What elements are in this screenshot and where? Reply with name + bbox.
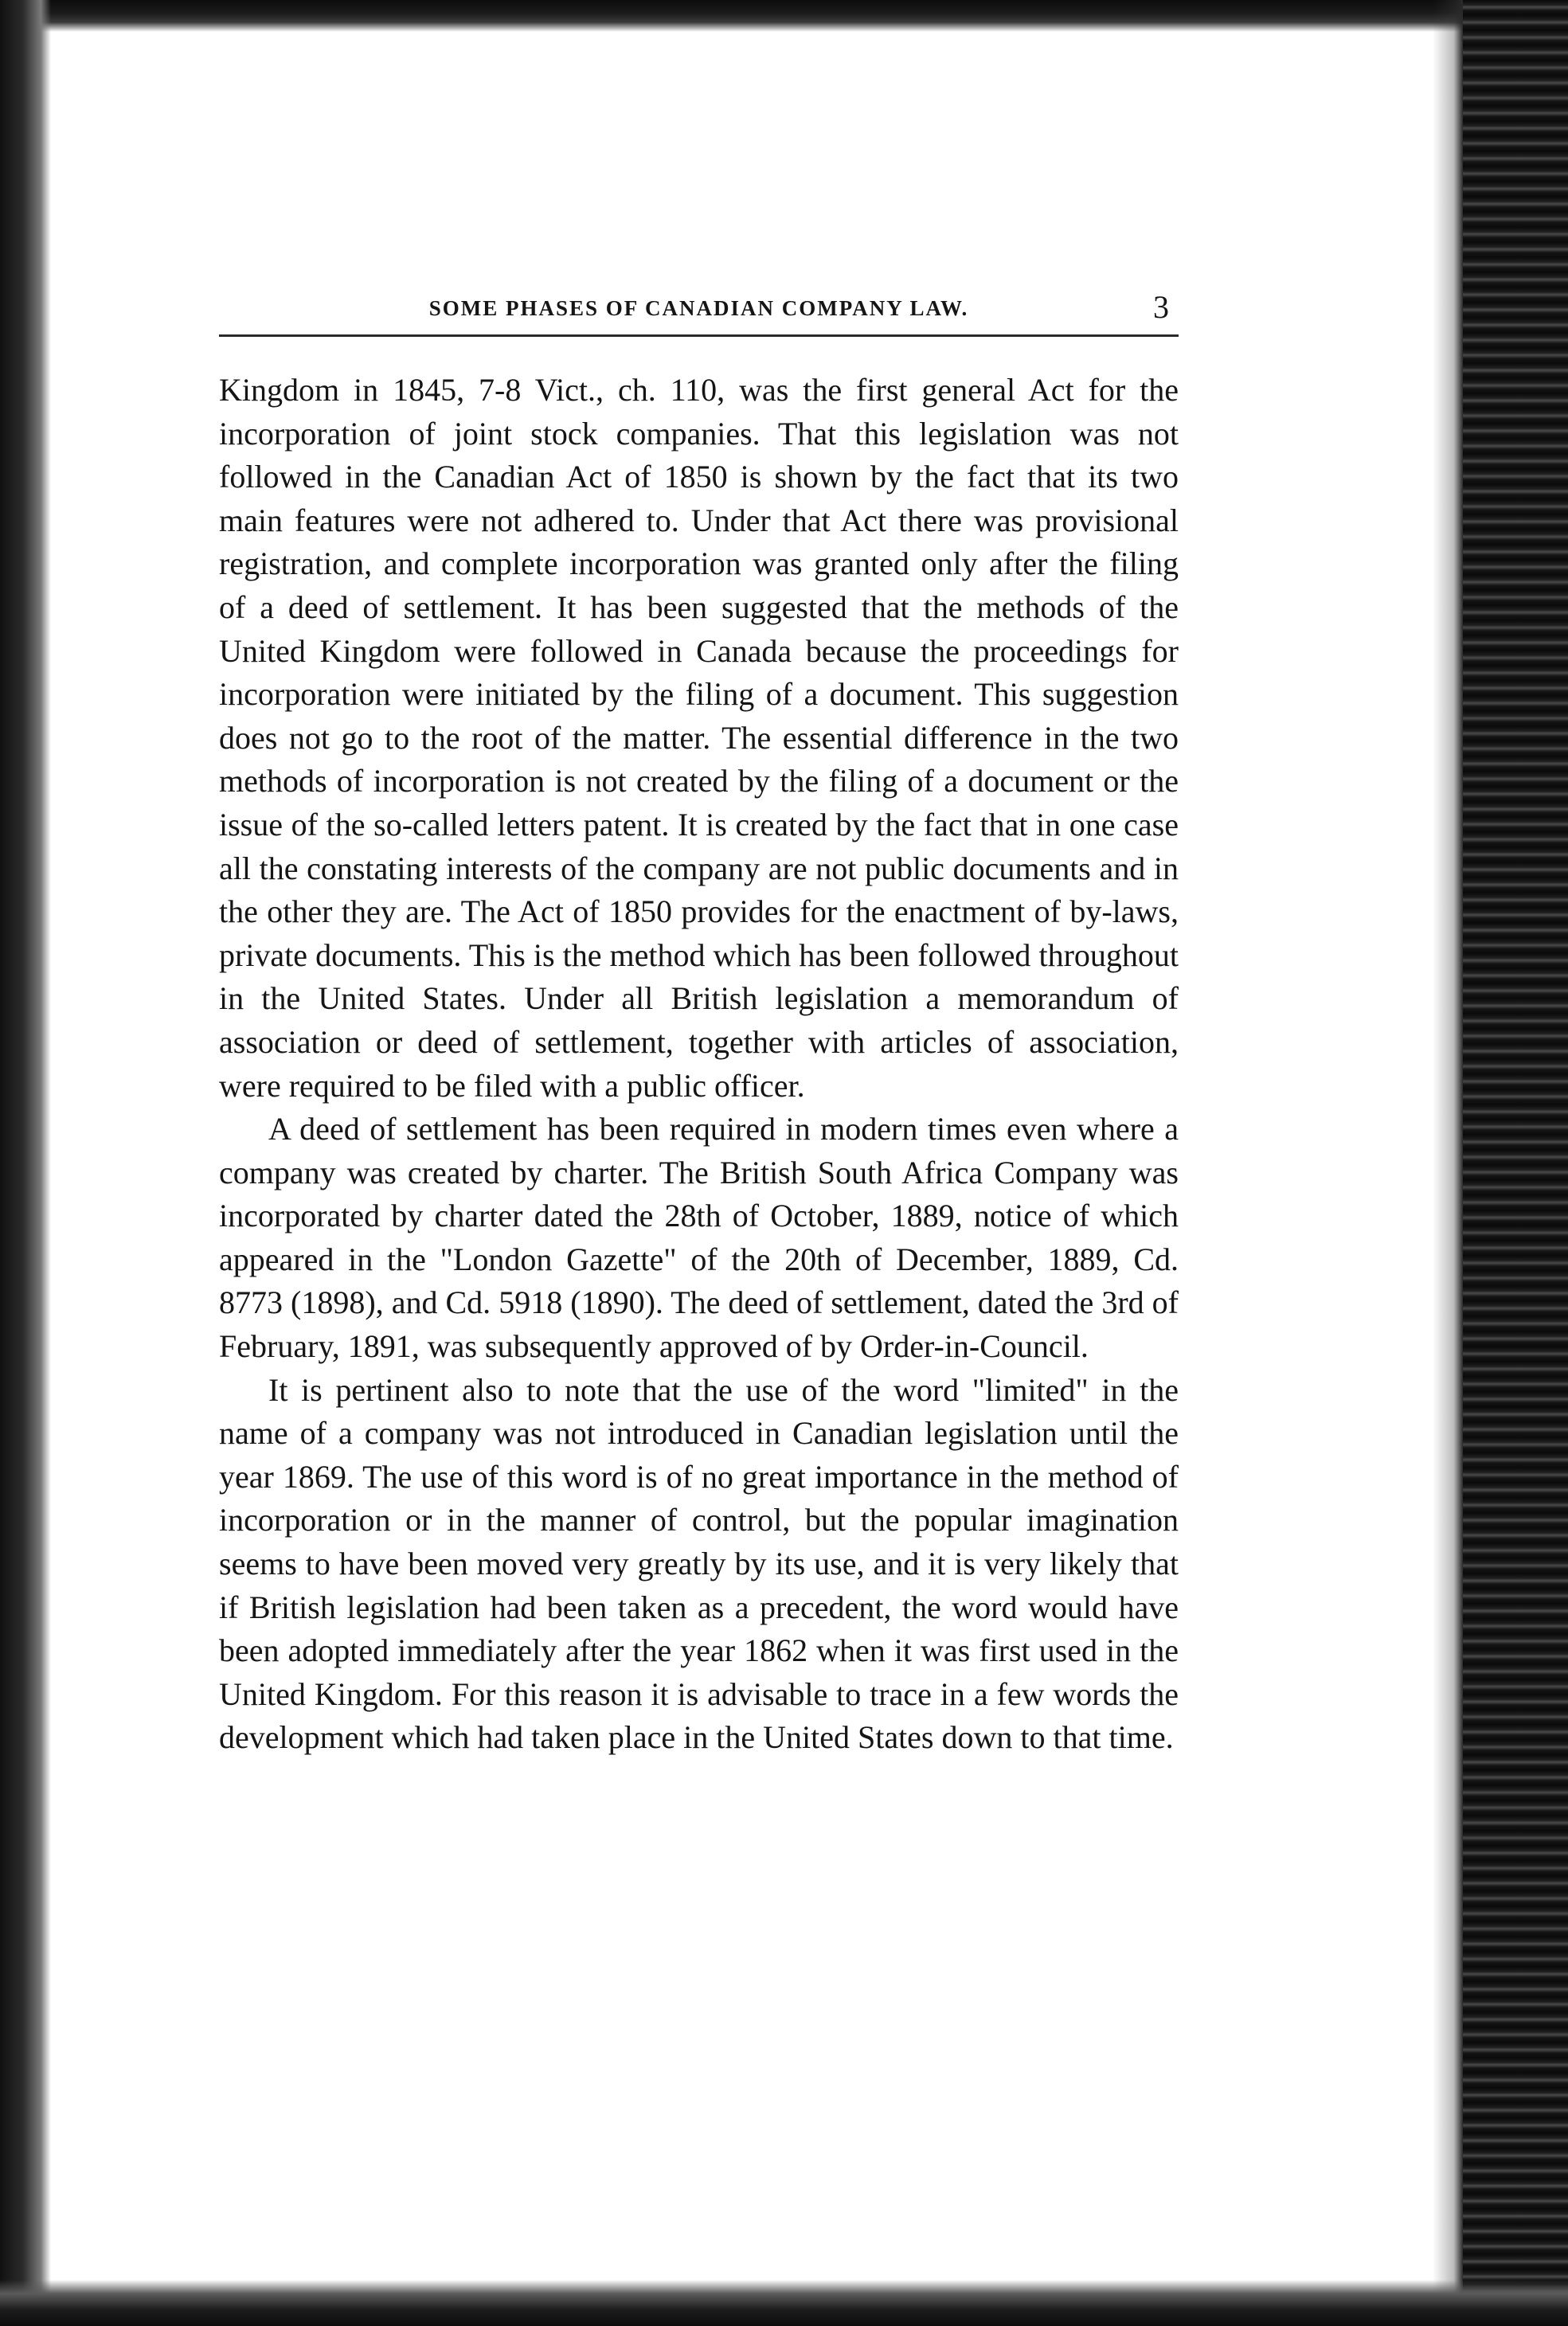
scan-left-border — [0, 0, 51, 2326]
scan-top-border — [0, 0, 1568, 32]
scan-bottom-border — [0, 2280, 1568, 2326]
body-paragraph-2: A deed of settlement has been required in modern times even where a company was created by charter. The British South Africa Company was incorporated by charter dated the 28th of October, 1889, notice of which appeared in the "London Gazette" of the 20th of December, 1889, Cd. 8773 (1898), and Cd. 5918 (1890). The deed of settlement, dated the 3rd of February, 1891, was subsequently approved of by Order-in-Council. — [219, 1111, 1179, 1365]
body-paragraph-1: Kingdom in 1845, 7-8 Vict., ch. 110, was the first general Act for the incorporation of joint stock companies. That this legislation was not followed in the Canadian Act of 1850 is shown by the fact that its two main features were not adhered to. Under that Act there was provisional registration, and complete incorporation was granted only after the filing of a deed of settlement. It has been suggested that the methods of the United Kingdom were followed in Canada because the proceedings for incorporation were initiated by the filing of a document. This suggestion does not go to the root of the matter. The essential difference in the two methods of incorporation is not created by the filing of a document or the issue of the so-called letters patent. It is created by the fact that in one case all the constating interests of the company are not public documents and in the other they are. The Act of 1850 provides for the enactment of by-laws, private documents. This is the method which has been followed throughout in the United States. Under all British legislation a memorandum of association or deed of settlement, together with articles of association, were required to be filed with a public officer. — [219, 372, 1179, 1104]
running-title: SOME PHASES OF CANADIAN COMPANY LAW. — [428, 296, 969, 320]
scan-right-border — [1463, 0, 1568, 2326]
running-head — [219, 287, 1179, 334]
page-number: 3 — [1153, 289, 1169, 325]
header-rule — [219, 334, 1179, 337]
body-paragraph-3: It is pertinent also to note that the use of the word "limited" in the name of a company was not introduced in Canadian legislation until the year 1869. The use of this word is of no great importance in the method of incorporation or in the manner of control, but the popular imagination seems to have been moved very greatly by its use, and it is very likely that if British legislation had been taken as a precedent, the word would have been adopted immediately after the year 1862 when it was first used in the United Kingdom. For this reason it is advisable to trace in a few words the development which had taken place in the United States down to that time. — [219, 1371, 1179, 1756]
scan-right-shadow — [1433, 0, 1463, 2326]
book-page — [219, 287, 1179, 1760]
